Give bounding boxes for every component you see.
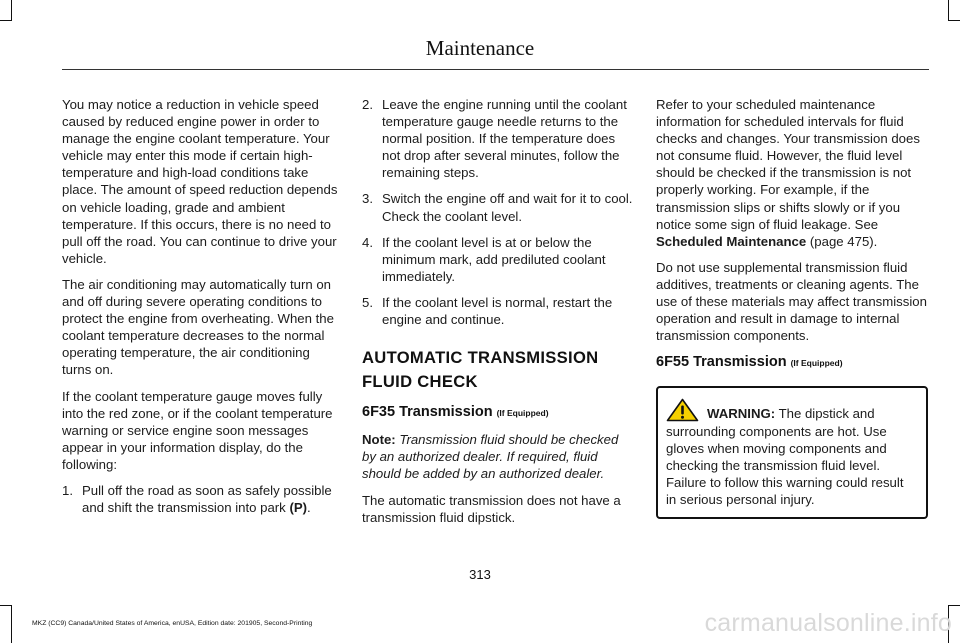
- paragraph-coolant-gauge: If the coolant temperature gauge moves fully into the red zone, or if the coolant temperature warning or service engine soon messages appear in your information display, do the following:: [62, 388, 333, 472]
- edition-footer: MKZ (CC9) Canada/United States of America, enUSA, Edition date: 201905, Second-Printing: [32, 620, 313, 627]
- subsection-title: 6F35 Transmission: [362, 404, 493, 421]
- warning-label: WARNING:: [707, 406, 776, 422]
- cross-reference-link[interactable]: Scheduled Maintenance: [656, 233, 807, 249]
- paragraph-air-conditioning: The air conditioning may automatically turn on and off during severe operating conditions to protect the engine from overheating. When the coolant temperature decreases to the normal operating temperature, the air conditioning turns on.: [62, 276, 334, 378]
- crop-mark: [948, 605, 960, 606]
- column-2: [362, 96, 634, 535]
- paragraph-no-dipstick: The automatic transmission does not have a transmission fluid dipstick.: [362, 492, 621, 525]
- step-text: If the coolant level is normal, restart the engine and continue.: [382, 294, 613, 328]
- step-number: 3.: [362, 191, 373, 207]
- step-text: Leave the engine running until the coolant temperature gauge needle returns to the normal position. If the temperature does not drop after several minutes, follow the remaining steps.: [382, 97, 627, 181]
- steps-list-continued: [362, 96, 634, 328]
- header-divider: [62, 69, 929, 70]
- page-number: 313: [469, 567, 491, 582]
- subsection-qualifier: (If Equipped): [496, 408, 549, 419]
- crop-mark: [0, 605, 12, 606]
- subsection-title: 6F55 Transmission: [656, 354, 787, 371]
- subsection-heading-6f55: [656, 354, 928, 372]
- note-text: Transmission fluid should be checked by an authorized dealer. If required, fluid should be added by an authorized dealer.: [362, 432, 619, 482]
- list-item: [362, 294, 634, 328]
- step-number: 1.: [62, 482, 73, 498]
- warning-triangle-icon: [666, 398, 699, 422]
- section-heading-line-2: FLUID CHECK: [362, 372, 478, 392]
- list-item: [362, 234, 634, 285]
- page-title: Maintenance: [425, 36, 535, 60]
- column-1: [62, 96, 340, 525]
- crop-mark: [948, 0, 949, 21]
- section-heading: [362, 346, 634, 394]
- paragraph-scheduled-maintenance: [656, 96, 928, 250]
- step-number: 5.: [362, 294, 373, 310]
- crop-mark: [11, 605, 12, 643]
- section-heading-line-1: AUTOMATIC TRANSMISSION: [362, 348, 599, 368]
- step-emphasis: (P): [289, 500, 308, 516]
- watermark: carmanualsonline.info: [704, 609, 952, 637]
- page-reference: (page 475).: [806, 233, 878, 249]
- list-item: [362, 190, 634, 224]
- step-end: .: [307, 500, 311, 516]
- step-text: Switch the engine off and wait for it to cool. Check the coolant level.: [382, 191, 633, 224]
- list-item: [362, 96, 634, 181]
- step-number: 2.: [362, 97, 373, 112]
- subsection-qualifier: (If Equipped): [790, 358, 843, 369]
- crop-mark: [948, 20, 960, 21]
- crop-mark: [0, 20, 12, 21]
- paragraph-additives: Do not use supplemental transmission fluid additives, treatments or cleaning agents. The use of these materials may affect transmission operation and result in damage to internal transmission components.: [656, 259, 927, 344]
- warning-box: [656, 386, 928, 519]
- warning-text: The dipstick and surrounding components are hot. Use gloves when moving components and checking the transmission fluid level. Failure to follow this warning could result in serious personal injury.: [666, 406, 904, 507]
- subsection-heading-6f35: [362, 404, 634, 422]
- crop-mark: [11, 0, 12, 21]
- steps-list: [62, 482, 340, 516]
- paragraph-speed-reduction: You may notice a reduction in vehicle speed caused by reduced engine power in order to manage the engine coolant temperature. Your vehicle may enter this mode if certain high-temperature and high-load conditions take place. The amount of speed reduction depends on vehicle loading, grade and ambient temperature. If this occurs, there is no need to pull off the road. You can continue to drive your vehicle.: [62, 97, 338, 266]
- note-paragraph: [362, 431, 634, 482]
- list-item: [62, 482, 340, 516]
- column-3: [656, 96, 928, 519]
- step-text: Pull off the road as soon as safely possible and shift the transmission into park: [82, 482, 332, 516]
- paragraph-text: Refer to your scheduled maintenance information for scheduled intervals for fluid checks and changes. Your transmission does not consume fluid. However, the fluid level should be checked if the transmission is not properly working. For example, if the transmission slips or shifts slowly or if you notice some sign of fluid leakage. See: [656, 97, 920, 232]
- step-text: If the coolant level is at or below the minimum mark, add prediluted coolant immediately.: [382, 234, 606, 284]
- note-label: Note:: [362, 432, 396, 448]
- step-number: 4.: [362, 234, 373, 250]
